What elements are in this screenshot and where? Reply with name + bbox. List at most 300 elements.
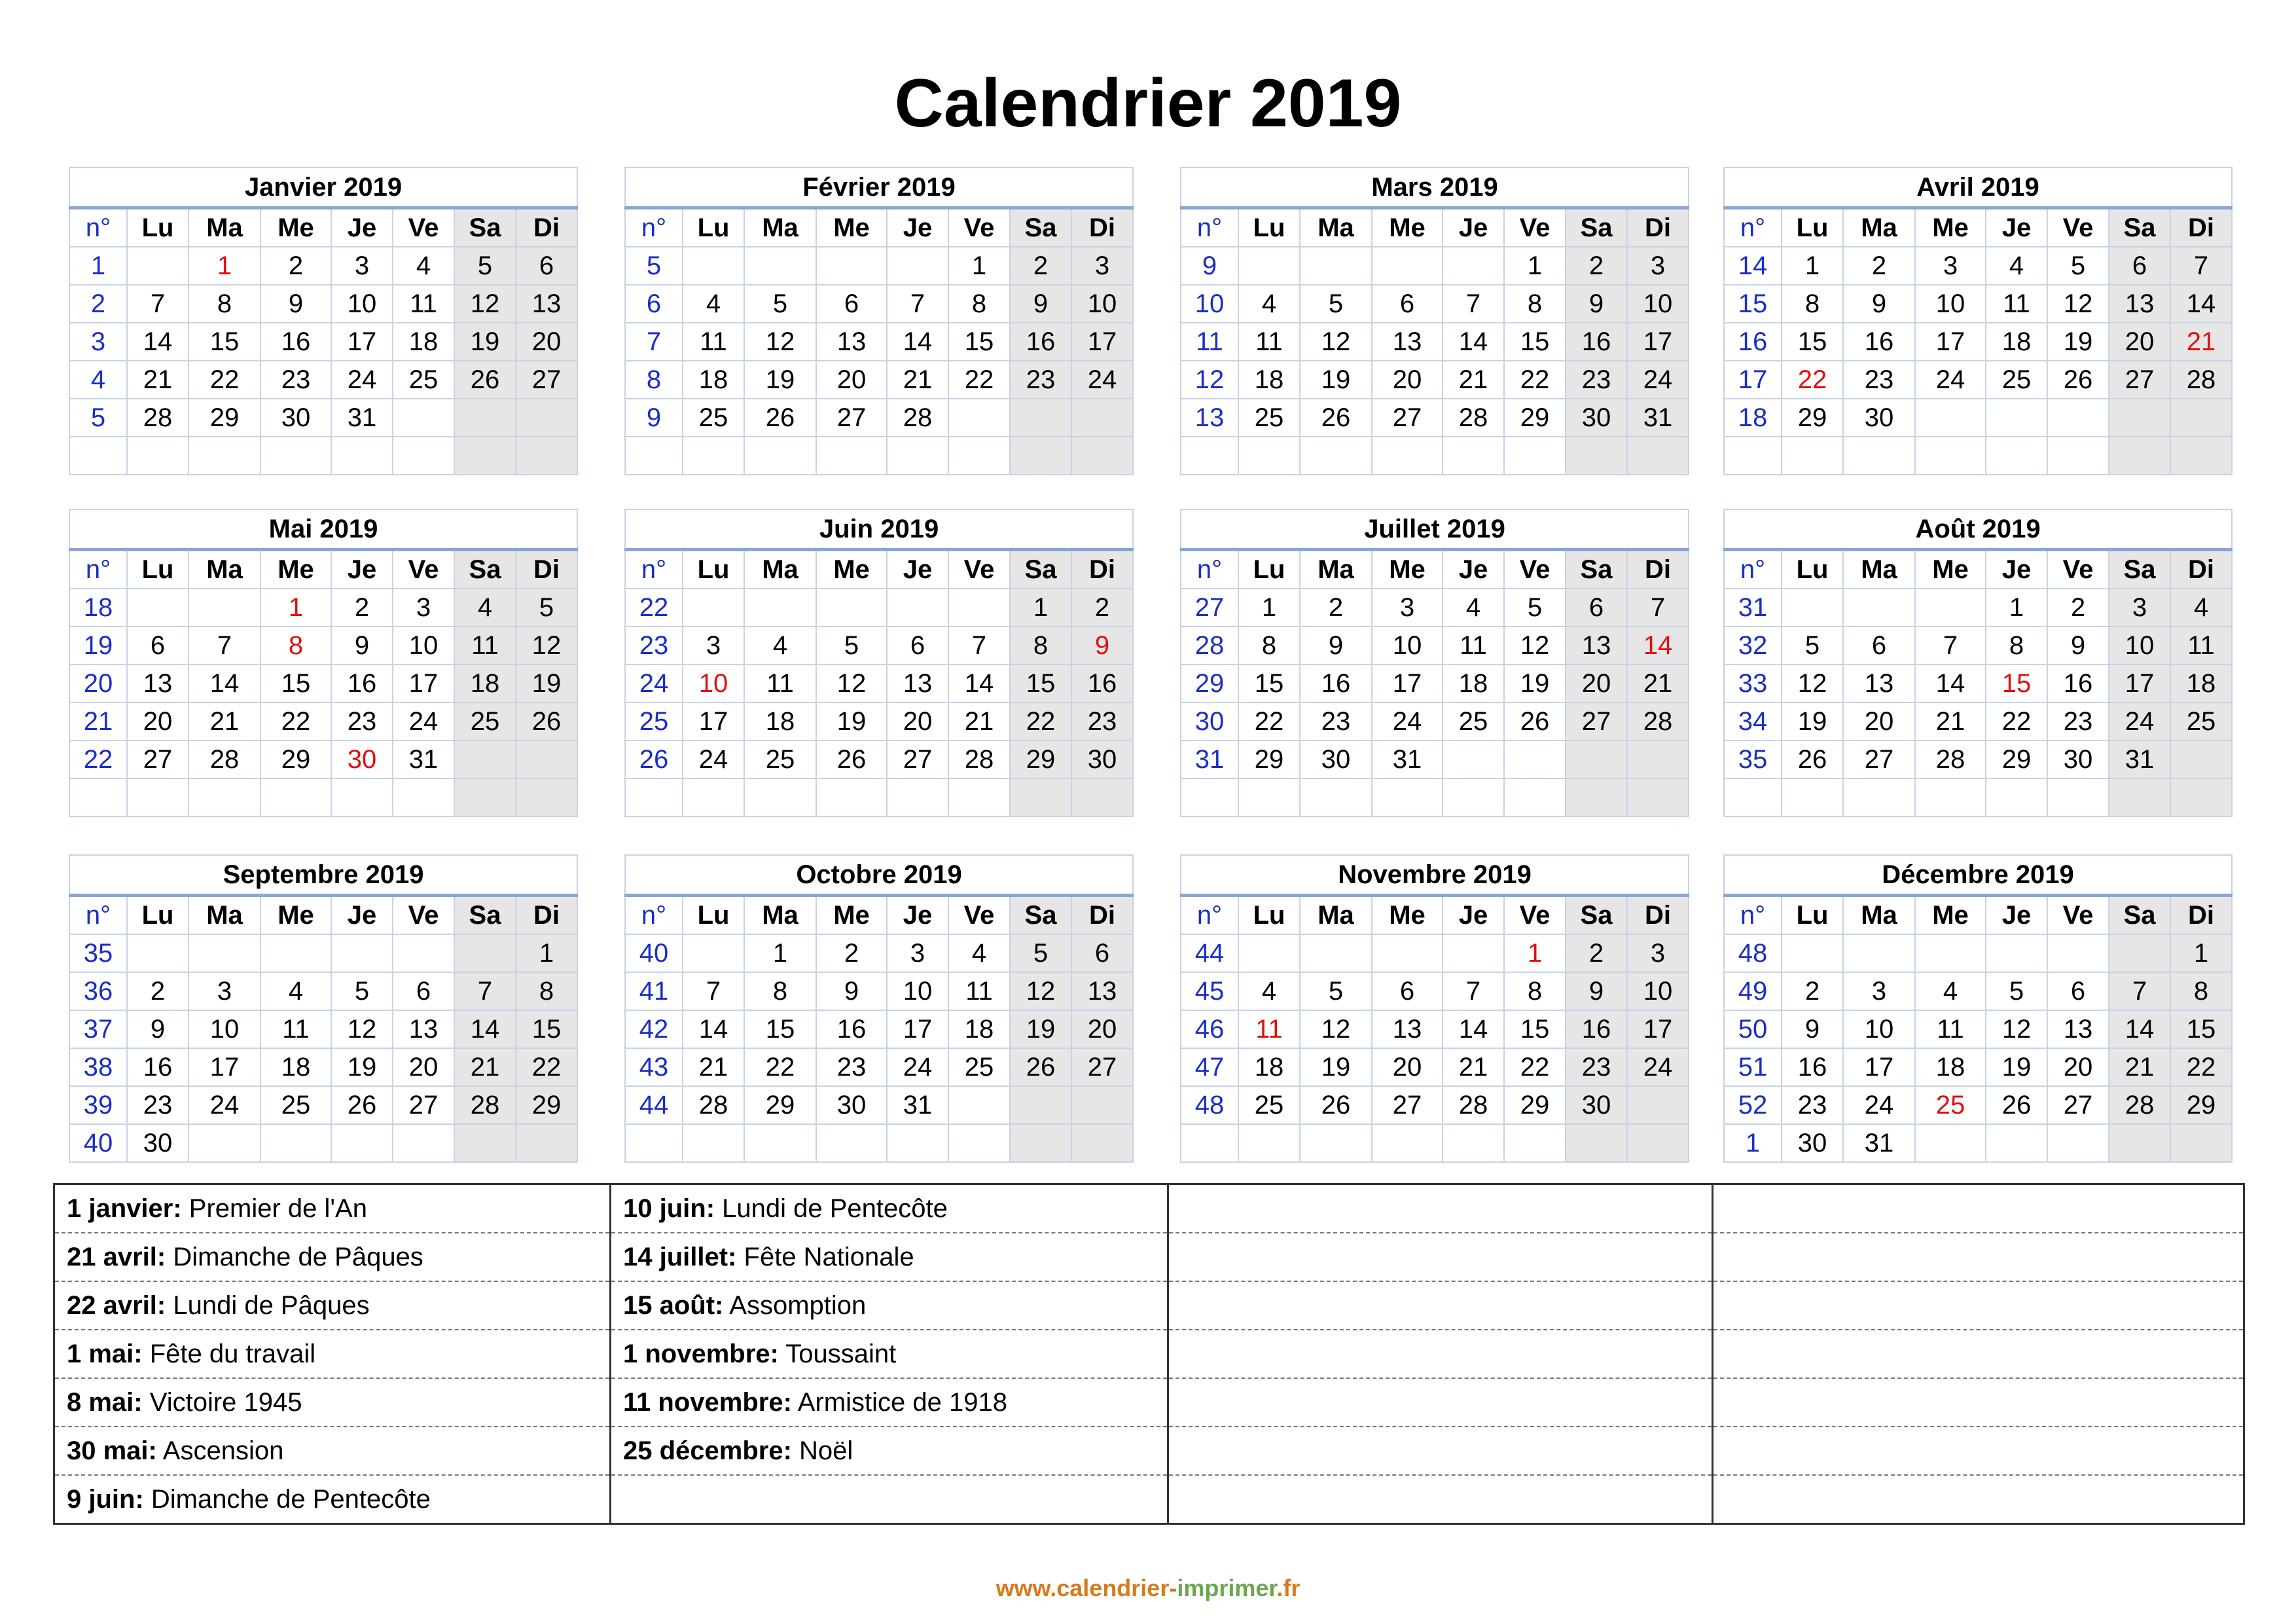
day-cell: 19 <box>1010 1010 1071 1048</box>
month-calendar <box>1723 509 2233 817</box>
day-cell: 29 <box>1504 1086 1566 1124</box>
day-cell <box>744 437 816 475</box>
day-cell: 30 <box>127 1124 188 1162</box>
day-cell: 3 <box>1843 972 1915 1010</box>
day-cell: 9 <box>1300 627 1372 665</box>
day-cell: 22 <box>1504 361 1566 399</box>
day-cell: 27 <box>2109 361 2170 399</box>
day-cell: 31 <box>887 1086 948 1124</box>
day-cell: 23 <box>1566 361 1627 399</box>
day-cell: 7 <box>454 972 516 1010</box>
day-cell: 28 <box>2170 361 2232 399</box>
day-cell: 8 <box>1010 627 1071 665</box>
weekday-header: Lu <box>683 896 744 935</box>
week-row <box>69 1124 577 1162</box>
weekday-header: Ve <box>1504 550 1566 589</box>
day-cell: 2 <box>1566 934 1627 972</box>
weekday-header: Ma <box>1300 208 1372 247</box>
day-cell: 21 <box>2109 1048 2170 1086</box>
day-cell: 23 <box>1566 1048 1627 1086</box>
month-title: Avril 2019 <box>1724 168 2232 208</box>
day-cell: 18 <box>683 361 744 399</box>
day-cell: 28 <box>1443 399 1504 437</box>
weekday-header: Me <box>1915 208 1986 247</box>
weekday-header: Di <box>2170 896 2232 935</box>
day-cell <box>2109 934 2170 972</box>
day-cell <box>1986 778 2047 816</box>
day-cell: 25 <box>2170 702 2232 740</box>
day-cell: 16 <box>1071 665 1133 702</box>
day-cell: 24 <box>393 702 454 740</box>
day-cell: 4 <box>1915 972 1986 1010</box>
day-cell: 5 <box>331 972 393 1010</box>
week-number-header: n° <box>69 208 127 247</box>
day-cell: 23 <box>816 1048 887 1086</box>
week-row <box>69 934 577 972</box>
week-row <box>1181 1086 1689 1124</box>
day-cell: 30 <box>1300 740 1372 778</box>
day-cell: 3 <box>2109 589 2170 627</box>
day-cell: 17 <box>1627 323 1689 361</box>
day-cell: 20 <box>887 702 948 740</box>
day-cell <box>1010 437 1071 475</box>
footer-url[interactable] <box>0 1575 2296 1602</box>
weekday-header: Ve <box>948 550 1010 589</box>
footer-url-suffix: .fr <box>1276 1575 1300 1601</box>
week-row <box>625 247 1133 285</box>
day-cell: 12 <box>744 323 816 361</box>
day-cell: 13 <box>1372 1010 1443 1048</box>
day-cell: 2 <box>1782 972 1843 1010</box>
day-cell: 24 <box>331 361 393 399</box>
day-cell: 13 <box>1372 323 1443 361</box>
day-cell <box>2109 437 2170 475</box>
week-row <box>69 1010 577 1048</box>
day-cell <box>1372 934 1443 972</box>
day-cell <box>2109 778 2170 816</box>
day-cell: 22 <box>1986 702 2047 740</box>
holiday-empty-cell <box>1713 1233 2244 1281</box>
week-number: 51 <box>1724 1048 1782 1086</box>
day-cell: 14 <box>1627 627 1689 665</box>
week-row <box>1724 702 2232 740</box>
day-cell: 9 <box>1843 285 1915 323</box>
day-cell: 28 <box>1915 740 1986 778</box>
week-number: 43 <box>625 1048 683 1086</box>
week-row <box>69 361 577 399</box>
holiday-empty-cell <box>1168 1233 1713 1281</box>
day-cell <box>1010 778 1071 816</box>
weekday-header: Ma <box>1843 550 1915 589</box>
day-cell <box>948 1124 1010 1162</box>
day-cell <box>1986 399 2047 437</box>
week-row <box>625 285 1133 323</box>
day-cell <box>1010 1086 1071 1124</box>
weekday-header: Sa <box>1010 896 1071 935</box>
week-number <box>625 778 683 816</box>
weekday-header: Me <box>1915 896 1986 935</box>
day-cell: 27 <box>1372 399 1443 437</box>
day-cell: 15 <box>1986 665 2047 702</box>
day-cell <box>816 437 887 475</box>
day-cell <box>2047 1124 2109 1162</box>
day-cell <box>1071 1124 1133 1162</box>
day-cell: 19 <box>454 323 516 361</box>
week-row <box>69 702 577 740</box>
week-number-header: n° <box>1724 896 1782 935</box>
day-cell: 16 <box>816 1010 887 1048</box>
day-cell: 2 <box>1300 589 1372 627</box>
weekday-header: Je <box>1986 208 2047 247</box>
day-cell: 18 <box>1443 665 1504 702</box>
day-cell <box>816 778 887 816</box>
day-cell: 7 <box>127 285 188 323</box>
week-row <box>69 285 577 323</box>
week-number <box>1724 778 1782 816</box>
day-cell <box>1843 437 1915 475</box>
day-cell: 5 <box>1782 627 1843 665</box>
week-row <box>1724 1086 2232 1124</box>
day-cell: 3 <box>188 972 260 1010</box>
day-cell <box>188 1124 260 1162</box>
day-cell: 10 <box>393 627 454 665</box>
day-cell <box>1843 778 1915 816</box>
day-cell <box>948 589 1010 627</box>
day-cell: 27 <box>1071 1048 1133 1086</box>
day-cell: 31 <box>1372 740 1443 778</box>
week-number: 22 <box>625 589 683 627</box>
day-cell <box>331 437 393 475</box>
week-row <box>1724 665 2232 702</box>
day-cell <box>1915 778 1986 816</box>
day-cell: 21 <box>1443 1048 1504 1086</box>
day-cell: 4 <box>948 934 1010 972</box>
day-cell: 21 <box>1443 361 1504 399</box>
day-cell: 24 <box>2109 702 2170 740</box>
day-cell: 11 <box>683 323 744 361</box>
week-number <box>1181 437 1238 475</box>
month-title: Mai 2019 <box>69 509 577 550</box>
day-cell: 24 <box>188 1086 260 1124</box>
day-cell: 17 <box>188 1048 260 1086</box>
week-row <box>1181 1010 1689 1048</box>
week-row <box>625 399 1133 437</box>
day-cell: 17 <box>1372 665 1443 702</box>
day-cell: 10 <box>2109 627 2170 665</box>
week-row <box>69 627 577 665</box>
week-row <box>625 740 1133 778</box>
day-cell: 8 <box>188 285 260 323</box>
weekday-header: Je <box>1443 550 1504 589</box>
day-cell: 14 <box>887 323 948 361</box>
day-cell: 17 <box>1071 323 1133 361</box>
day-cell: 13 <box>2047 1010 2109 1048</box>
month-title: Septembre 2019 <box>69 855 577 896</box>
day-cell: 25 <box>260 1086 331 1124</box>
week-row <box>1181 1124 1689 1162</box>
day-cell: 13 <box>1071 972 1133 1010</box>
weekday-header: Me <box>1915 550 1986 589</box>
day-cell <box>1071 1086 1133 1124</box>
week-row <box>1181 247 1689 285</box>
day-cell: 16 <box>1782 1048 1843 1086</box>
weekday-header: Di <box>2170 550 2232 589</box>
day-cell <box>1566 740 1627 778</box>
holiday-date: 25 décembre: <box>623 1436 792 1465</box>
day-cell: 8 <box>1504 285 1566 323</box>
day-cell <box>1300 247 1372 285</box>
day-cell: 11 <box>744 665 816 702</box>
day-cell: 8 <box>1238 627 1300 665</box>
week-number: 44 <box>1181 934 1238 972</box>
day-cell <box>2109 1124 2170 1162</box>
day-cell: 11 <box>948 972 1010 1010</box>
holiday-date: 9 juin: <box>67 1484 144 1514</box>
day-cell <box>1300 1124 1372 1162</box>
day-cell: 6 <box>1372 285 1443 323</box>
weekday-header: Sa <box>1010 550 1071 589</box>
day-cell: 2 <box>1566 247 1627 285</box>
day-cell: 2 <box>127 972 188 1010</box>
week-row <box>1724 627 2232 665</box>
day-cell: 5 <box>1504 589 1566 627</box>
page-title: Calendrier 2019 <box>894 65 1402 141</box>
week-number: 29 <box>1181 665 1238 702</box>
day-cell: 28 <box>188 740 260 778</box>
week-number: 45 <box>1181 972 1238 1010</box>
day-cell: 19 <box>516 665 577 702</box>
week-number: 5 <box>625 247 683 285</box>
week-number: 12 <box>1181 361 1238 399</box>
day-cell: 23 <box>1782 1086 1843 1124</box>
week-number: 38 <box>69 1048 127 1086</box>
day-cell: 29 <box>1504 399 1566 437</box>
day-cell: 26 <box>331 1086 393 1124</box>
holiday-date: 21 avril: <box>67 1242 166 1271</box>
day-cell: 17 <box>331 323 393 361</box>
day-cell: 24 <box>1843 1086 1915 1124</box>
day-cell: 17 <box>1627 1010 1689 1048</box>
day-cell <box>2170 1124 2232 1162</box>
week-row <box>69 589 577 627</box>
day-cell: 20 <box>1071 1010 1133 1048</box>
day-cell: 1 <box>948 247 1010 285</box>
day-cell: 3 <box>887 934 948 972</box>
day-cell: 13 <box>2109 285 2170 323</box>
day-cell <box>127 589 188 627</box>
week-number: 13 <box>1181 399 1238 437</box>
day-cell: 12 <box>816 665 887 702</box>
day-cell: 14 <box>188 665 260 702</box>
weekday-header: Ma <box>1300 550 1372 589</box>
weekday-header: Lu <box>1238 550 1300 589</box>
day-cell: 30 <box>331 740 393 778</box>
week-row <box>1181 934 1689 972</box>
day-cell <box>1010 1124 1071 1162</box>
weekday-header: Me <box>1372 208 1443 247</box>
day-cell <box>454 399 516 437</box>
day-cell: 20 <box>393 1048 454 1086</box>
day-cell: 11 <box>1986 285 2047 323</box>
day-cell: 5 <box>2047 247 2109 285</box>
day-cell <box>1504 778 1566 816</box>
day-cell: 5 <box>1300 972 1372 1010</box>
weekday-header: Ve <box>2047 896 2109 935</box>
day-cell <box>744 778 816 816</box>
day-cell <box>816 1124 887 1162</box>
day-cell <box>188 589 260 627</box>
day-cell <box>1443 740 1504 778</box>
weekday-header: Ve <box>393 208 454 247</box>
day-cell: 30 <box>1071 740 1133 778</box>
day-cell <box>2047 399 2109 437</box>
day-cell <box>516 1124 577 1162</box>
week-row <box>1724 934 2232 972</box>
day-cell: 31 <box>1843 1124 1915 1162</box>
week-number: 42 <box>625 1010 683 1048</box>
day-cell <box>2170 778 2232 816</box>
day-cell: 5 <box>454 247 516 285</box>
day-cell: 11 <box>260 1010 331 1048</box>
day-cell: 1 <box>1986 589 2047 627</box>
holiday-empty-cell <box>1713 1184 2244 1233</box>
day-cell: 7 <box>1443 285 1504 323</box>
day-cell <box>516 740 577 778</box>
day-cell: 4 <box>1238 972 1300 1010</box>
week-number: 50 <box>1724 1010 1782 1048</box>
day-cell: 24 <box>1627 361 1689 399</box>
day-cell: 16 <box>1566 323 1627 361</box>
month-calendar <box>1723 167 2233 475</box>
day-cell <box>948 399 1010 437</box>
day-cell <box>1504 1124 1566 1162</box>
day-cell: 23 <box>2047 702 2109 740</box>
day-cell <box>260 1124 331 1162</box>
day-cell: 23 <box>331 702 393 740</box>
day-cell: 10 <box>1915 285 1986 323</box>
week-row <box>1181 972 1689 1010</box>
weekday-header: Di <box>1627 896 1689 935</box>
weekday-header: Di <box>516 208 577 247</box>
day-cell: 14 <box>1443 323 1504 361</box>
day-cell: 14 <box>683 1010 744 1048</box>
week-row <box>1724 740 2232 778</box>
day-cell: 19 <box>1504 665 1566 702</box>
week-number: 48 <box>1181 1086 1238 1124</box>
weekday-header: Je <box>1443 896 1504 935</box>
day-cell: 26 <box>2047 361 2109 399</box>
holidays-table <box>53 1183 2245 1525</box>
day-cell: 28 <box>454 1086 516 1124</box>
weekday-header: Di <box>1627 208 1689 247</box>
weekday-header: Ve <box>393 550 454 589</box>
month-title: Janvier 2019 <box>69 168 577 208</box>
week-row <box>69 1048 577 1086</box>
week-row <box>1181 665 1689 702</box>
day-cell: 3 <box>1627 934 1689 972</box>
day-cell <box>188 437 260 475</box>
weekday-header: Ve <box>2047 550 2109 589</box>
day-cell <box>1986 1124 2047 1162</box>
week-row <box>69 778 577 816</box>
weekday-header: Sa <box>1566 208 1627 247</box>
day-cell <box>948 1086 1010 1124</box>
day-cell: 6 <box>1843 627 1915 665</box>
day-cell: 17 <box>1915 323 1986 361</box>
day-cell: 25 <box>1238 1086 1300 1124</box>
day-cell: 20 <box>2047 1048 2109 1086</box>
holiday-entry <box>611 1184 1168 1233</box>
week-number: 17 <box>1724 361 1782 399</box>
day-cell: 10 <box>1627 285 1689 323</box>
week-number: 22 <box>69 740 127 778</box>
week-number: 18 <box>1724 399 1782 437</box>
day-cell: 9 <box>816 972 887 1010</box>
holiday-row <box>54 1475 2244 1524</box>
day-cell: 27 <box>1372 1086 1443 1124</box>
week-row <box>1724 1124 2232 1162</box>
week-row <box>1181 361 1689 399</box>
holiday-entry <box>54 1184 611 1233</box>
day-cell: 13 <box>393 1010 454 1048</box>
day-cell <box>1627 778 1689 816</box>
day-cell: 13 <box>1566 627 1627 665</box>
week-number: 28 <box>1181 627 1238 665</box>
week-number-header: n° <box>1724 208 1782 247</box>
day-cell: 27 <box>1843 740 1915 778</box>
day-cell: 5 <box>1300 285 1372 323</box>
day-cell: 13 <box>887 665 948 702</box>
day-cell: 26 <box>1300 399 1372 437</box>
day-cell: 1 <box>1504 247 1566 285</box>
week-row <box>625 1048 1133 1086</box>
day-cell: 26 <box>454 361 516 399</box>
day-cell: 28 <box>2109 1086 2170 1124</box>
day-cell: 26 <box>516 702 577 740</box>
day-cell: 29 <box>516 1086 577 1124</box>
day-cell: 24 <box>1627 1048 1689 1086</box>
weekday-header: Me <box>1372 550 1443 589</box>
week-number: 1 <box>69 247 127 285</box>
weekday-header: Me <box>260 208 331 247</box>
holiday-name: Ascension <box>162 1436 284 1465</box>
week-number: 16 <box>1724 323 1782 361</box>
day-cell: 15 <box>260 665 331 702</box>
day-cell <box>1238 778 1300 816</box>
day-cell: 6 <box>1071 934 1133 972</box>
day-cell <box>393 778 454 816</box>
day-cell <box>887 589 948 627</box>
day-cell: 2 <box>2047 589 2109 627</box>
day-cell: 15 <box>1782 323 1843 361</box>
day-cell: 11 <box>454 627 516 665</box>
weekday-header: Ma <box>188 550 260 589</box>
week-number: 32 <box>1724 627 1782 665</box>
day-cell: 29 <box>260 740 331 778</box>
month-title: Juin 2019 <box>625 509 1133 550</box>
day-cell: 13 <box>1843 665 1915 702</box>
day-cell: 24 <box>887 1048 948 1086</box>
holiday-entry <box>611 1330 1168 1378</box>
day-cell <box>1443 934 1504 972</box>
week-row <box>1724 361 2232 399</box>
day-cell <box>744 247 816 285</box>
week-number: 10 <box>1181 285 1238 323</box>
holiday-empty-cell <box>1713 1427 2244 1475</box>
day-cell: 4 <box>393 247 454 285</box>
weekday-header: Ma <box>744 896 816 935</box>
holiday-entry <box>611 1427 1168 1475</box>
